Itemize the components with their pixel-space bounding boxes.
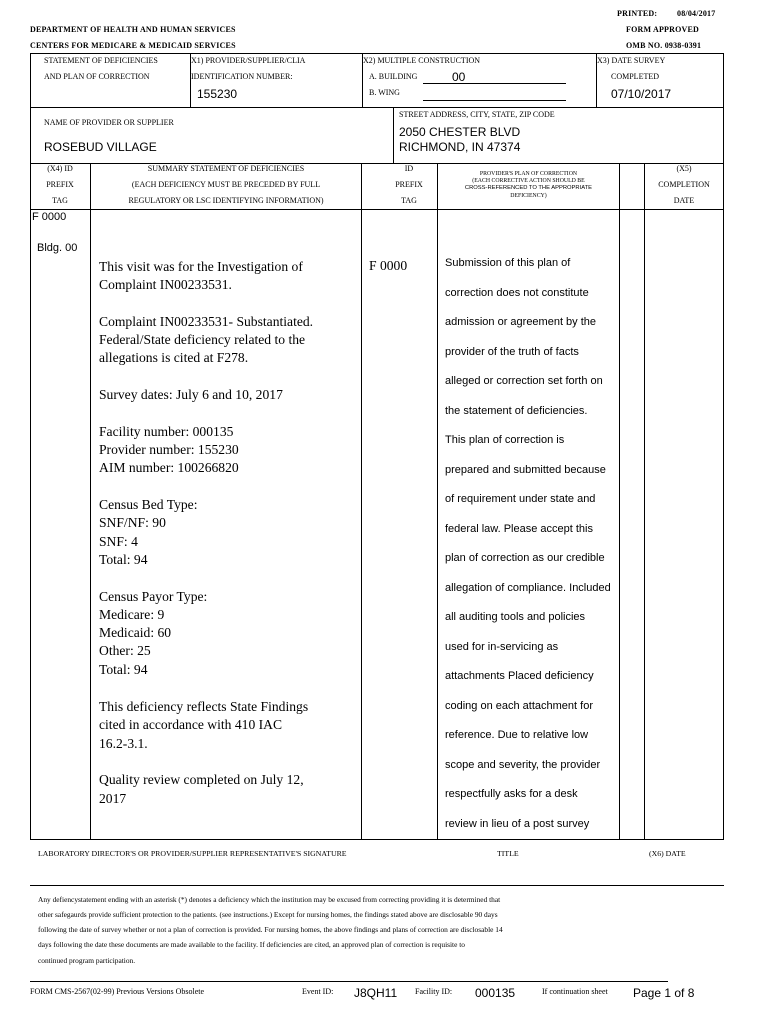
summary-line: Total: 94 <box>99 662 148 677</box>
summary-header-2: (EACH DEFICIENCY MUST BE PRECEDED BY FULL <box>131 180 321 189</box>
statement-label-2: AND PLAN OF CORRECTION <box>44 72 150 81</box>
building-underline <box>423 83 566 84</box>
signature-title-label: TITLE <box>497 849 519 858</box>
signature-date-label: (X6) DATE <box>649 849 686 858</box>
survey-date-value: 07/10/2017 <box>611 87 672 101</box>
rule <box>30 53 31 107</box>
rule <box>30 107 724 108</box>
omb-number: OMB NO. 0938-0391 <box>626 41 702 50</box>
x3-label-2: COMPLETED <box>611 72 659 81</box>
disclaimer-line-5: continued program participation. <box>38 956 136 965</box>
poc-header-3: CROSS-REFERENCED TO THE APPROPRIATE <box>464 185 593 191</box>
plan-of-correction-line: plan of correction as our credible <box>445 552 605 564</box>
plan-of-correction-line: the statement of deficiencies. <box>445 405 588 417</box>
tag2-header: TAG <box>401 196 417 205</box>
summary-line: Total: 94 <box>99 552 148 567</box>
completion-header: COMPLETION <box>658 180 710 189</box>
x4-id-header: (X4) ID <box>47 164 73 173</box>
rule <box>723 53 724 164</box>
plan-of-correction-line: correction does not constitute <box>445 287 589 299</box>
plan-of-correction-line: allegation of compliance. Included <box>445 582 611 594</box>
summary-line: Census Payor Type: <box>99 589 208 604</box>
summary-line: This visit was for the Investigation of <box>99 259 303 274</box>
disclaimer-line-1: Any defiencystatement ending with an asterisk (*) denotes a deficiency which the institution may be excused from correcting providing it is determined that <box>38 895 501 904</box>
building-tag: Bldg. 00 <box>37 242 78 254</box>
summary-line: Survey dates: July 6 and 10, 2017 <box>99 387 283 402</box>
statement-label-1: STATEMENT OF DEFICIENCIES <box>44 56 158 65</box>
plan-of-correction-line: admission or agreement by the <box>445 316 597 328</box>
rule <box>30 981 668 982</box>
prefix-header: PREFIX <box>46 180 74 189</box>
provider-name-value: ROSEBUD VILLAGE <box>44 140 157 154</box>
poc-header-1: PROVIDER'S PLAN OF CORRECTION <box>479 171 578 177</box>
plan-of-correction-line: coding on each attachment for <box>445 700 593 712</box>
rule <box>30 885 724 886</box>
rule <box>30 839 724 840</box>
plan-of-correction-line: alleged or correction set forth on <box>445 375 603 387</box>
summary-line: Quality review completed on July 12, <box>99 772 304 787</box>
rule <box>30 164 31 840</box>
plan-of-correction-line: reference. Due to relative low <box>445 729 589 741</box>
id-header: ID <box>404 164 414 173</box>
page-number: Page 1 of 8 <box>633 986 695 1000</box>
plan-of-correction-line: This plan of correction is <box>445 434 565 446</box>
id-tag: F 0000 <box>369 258 408 273</box>
summary-line: Federal/State deficiency related to the <box>99 332 306 347</box>
plan-of-correction-line: respectfully asks for a desk <box>445 788 578 800</box>
summary-line: Census Bed Type: <box>99 497 198 512</box>
plan-of-correction-line: provider of the truth of facts <box>445 346 579 358</box>
x2-label: X2) MULTIPLE CONSTRUCTION <box>363 56 481 65</box>
plan-of-correction-line: attachments Placed deficiency <box>445 670 594 682</box>
x1-label-1: X1) PROVIDER/SUPPLIER/CLIA <box>191 56 306 65</box>
wing-underline <box>423 100 566 101</box>
provider-id-value: 155230 <box>197 87 238 101</box>
plan-of-correction-line: all auditing tools and policies <box>445 611 586 623</box>
printed-date: 08/04/2017 <box>677 9 716 18</box>
address-line-2: RICHMOND, IN 47374 <box>399 140 521 154</box>
summary-line: Complaint IN00233531- Substantiated. <box>99 314 314 329</box>
summary-line: AIM number: 100266820 <box>99 460 239 475</box>
disclaimer-line-2: other safegaurds provide sufficient protection to the patients. (see instructions.) Except for nursing homes, the findings stated above are disclosable 90 days <box>38 910 498 919</box>
summary-line: cited in accordance with 410 IAC <box>99 717 283 732</box>
wing-label: B. WING <box>369 88 400 97</box>
summary-line: Medicaid: 60 <box>99 625 172 640</box>
summary-line: Provider number: 155230 <box>99 442 239 457</box>
x5-header: (X5) <box>676 164 692 173</box>
disclaimer-line-3: following the date of survey whether or not a plan of correction is provided. For nursing homes, the above findings and plans of correction are disclosable 14 <box>38 925 503 934</box>
plan-of-correction-line: scope and severity, the provider <box>445 759 601 771</box>
rule <box>619 164 620 840</box>
summary-header-1: SUMMARY STATEMENT OF DEFICIENCIES <box>147 164 305 173</box>
plan-of-correction-line: Submission of this plan of <box>445 257 571 269</box>
plan-of-correction-line: federal law. Please accept this <box>445 523 593 535</box>
rule <box>723 164 724 840</box>
summary-header-3: REGULATORY OR LSC IDENTIFYING INFORMATION) <box>128 196 324 205</box>
summary-line: This deficiency reflects State Findings <box>99 699 309 714</box>
plan-of-correction-line: prepared and submitted because <box>445 464 606 476</box>
form-number: FORM CMS-2567(02-99) Previous Versions Obsolete <box>30 987 205 996</box>
date-header: DATE <box>673 196 695 205</box>
summary-line: Facility number: 000135 <box>99 424 234 439</box>
rule <box>30 107 31 164</box>
plan-of-correction-line: review in lieu of a post survey <box>445 818 590 830</box>
poc-header-2: (EACH CORRECTIVE ACTION SHOULD BE <box>472 178 585 184</box>
summary-line: Other: 25 <box>99 643 151 658</box>
poc-header-4: DEFICIENCY) <box>510 193 547 199</box>
summary-line: 16.2-3.1. <box>99 736 148 751</box>
tag-header: TAG <box>52 196 68 205</box>
signature-label: LABORATORY DIRECTOR'S OR PROVIDER/SUPPLIER REPRESENTATIVE'S SIGNATURE <box>38 849 347 858</box>
address-label: STREET ADDRESS, CITY, STATE, ZIP CODE <box>399 110 555 119</box>
facility-id-label: Facility ID: <box>415 987 453 996</box>
prefix2-header: PREFIX <box>395 180 423 189</box>
summary-line: allegations is cited at F278. <box>99 350 249 365</box>
centers-title: CENTERS FOR MEDICARE & MEDICAID SERVICES <box>30 41 236 50</box>
rule <box>393 107 394 164</box>
form-approved: FORM APPROVED <box>626 25 700 34</box>
address-line-1: 2050 CHESTER BLVD <box>399 125 521 139</box>
building-value: 00 <box>452 70 466 84</box>
building-label: A. BUILDING <box>369 72 418 81</box>
plan-of-correction-line: of requirement under state and <box>445 493 596 505</box>
summary-line: Medicare: 9 <box>99 607 165 622</box>
rule <box>361 164 362 840</box>
event-id-value: J8QH11 <box>354 986 398 1000</box>
plan-of-correction-line: used for in-servicing as <box>445 641 559 653</box>
rule <box>437 164 438 840</box>
summary-line: SNF: 4 <box>99 534 138 549</box>
continuation-label: If continuation sheet <box>542 987 608 996</box>
rule <box>644 164 645 840</box>
disclaimer-line-4: days following the date these documents are made available to the facility. If deficiencies are cited, an approved plan of correction is requisite to <box>38 940 465 949</box>
rule <box>30 53 724 54</box>
rule <box>90 164 91 840</box>
x3-label-1: X3) DATE SURVEY <box>597 56 666 65</box>
summary-line: Complaint IN00233531. <box>99 277 232 292</box>
department-title: DEPARTMENT OF HEALTH AND HUMAN SERVICES <box>30 25 236 34</box>
x1-label-2: IDENTIFICATION NUMBER: <box>191 72 293 81</box>
summary-line: SNF/NF: 90 <box>99 515 166 530</box>
provider-name-label: NAME OF PROVIDER OR SUPPLIER <box>44 118 174 127</box>
summary-line: 2017 <box>99 791 127 806</box>
event-id-label: Event ID: <box>302 987 334 996</box>
printed-label: PRINTED: <box>617 9 658 18</box>
facility-id-value: 000135 <box>475 986 516 1000</box>
deficiency-tag: F 0000 <box>32 211 67 223</box>
